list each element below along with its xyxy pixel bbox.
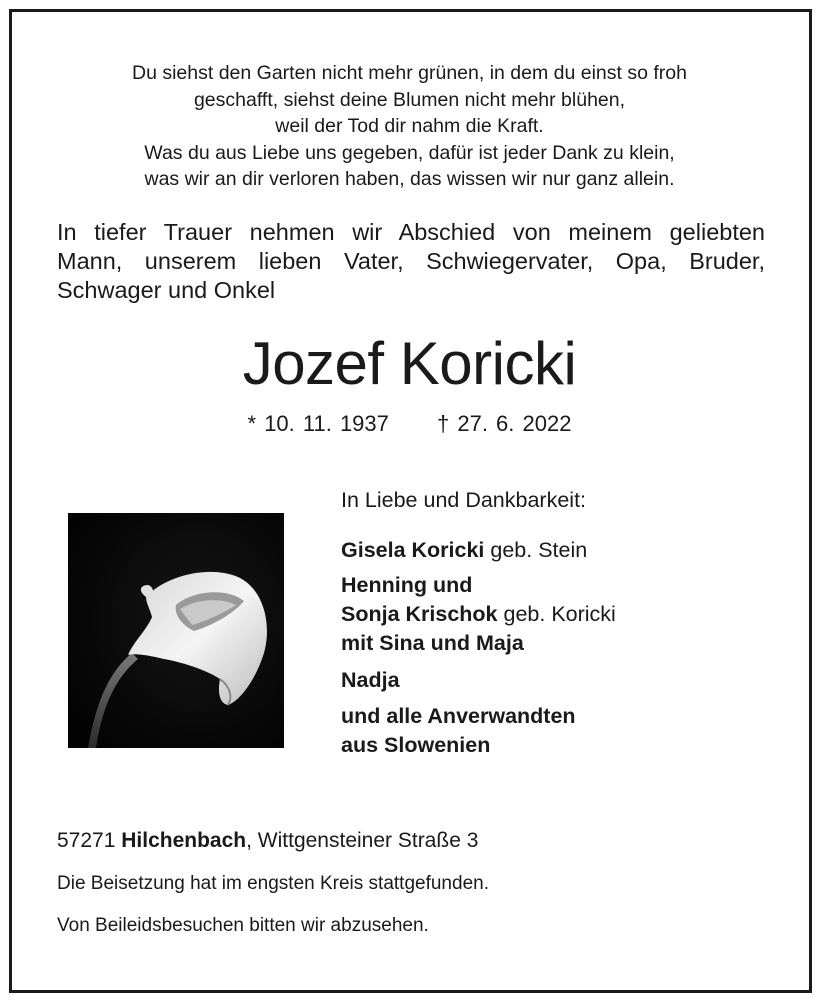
calla-lily-icon <box>68 513 284 748</box>
mourning-intro <box>57 218 765 305</box>
signatory-maiden-name: geb. Koricki <box>503 602 616 626</box>
poem-line: Was du aus Liebe uns gegeben, dafür ist jeder Dank zu klein, <box>144 141 675 164</box>
signatory-maiden-name: geb. Stein <box>490 538 588 562</box>
signatory-henning <box>341 571 616 600</box>
deceased-name: Jozef Koricki <box>242 330 577 397</box>
address-city: Hilchenbach <box>121 829 247 852</box>
death-date: † 27. 6. 2022 <box>437 411 572 436</box>
signatory-name: Henning und <box>341 573 473 597</box>
signatories-heading: In Liebe und Dankbarkeit: <box>341 488 587 512</box>
signatory-gisela <box>341 532 616 568</box>
life-dates <box>0 409 819 439</box>
signatory-name: Gisela Koricki <box>341 538 485 562</box>
signatory-sonja <box>341 600 616 629</box>
intro-line: Schwager und Onkel <box>57 277 276 303</box>
poem-line: weil der Tod dir nahm die Kraft. <box>275 115 544 137</box>
birth-date: * 10. 11. 1937 <box>247 411 389 436</box>
signatory-name: aus Slowenien <box>341 733 491 757</box>
signatory-grandchildren <box>341 629 616 658</box>
signatory-name: Nadja <box>341 668 400 692</box>
poem <box>40 60 779 193</box>
intro-line: Mann, unserem lieben Vater, Schwiegervater, Opa, Bruder, <box>57 248 765 274</box>
address-zip: 57271 <box>57 829 116 852</box>
signatory-name: und alle Anverwandten <box>341 704 576 728</box>
signatory-relatives <box>341 702 616 731</box>
signatory-name: mit Sina und Maja <box>341 631 524 655</box>
signatory-name: Sonja Krischok <box>341 602 498 626</box>
signatories <box>341 482 616 760</box>
poem-line: was wir an dir verloren haben, das wissen wir nur ganz allein. <box>144 168 675 190</box>
mourning-address <box>57 826 478 856</box>
address-street: , Wittgensteiner Straße 3 <box>246 829 479 852</box>
signatory-nadja <box>341 662 616 698</box>
poem-line: geschafft, siehst deine Blumen nicht mehr blühen, <box>193 88 626 111</box>
condolence-note: Von Beileidsbesuchen bitten wir abzusehen. <box>57 915 429 936</box>
calla-lily-image <box>68 513 284 748</box>
burial-note: Die Beisetzung hat im engsten Kreis stattgefunden. <box>57 873 489 894</box>
intro-line: In tiefer Trauer nehmen wir Abschied von meinem geliebten <box>57 219 765 245</box>
poem-line: Du siehst den Garten nicht mehr grünen, in dem du einst so froh <box>132 62 687 84</box>
signatory-relatives-origin <box>341 731 616 760</box>
